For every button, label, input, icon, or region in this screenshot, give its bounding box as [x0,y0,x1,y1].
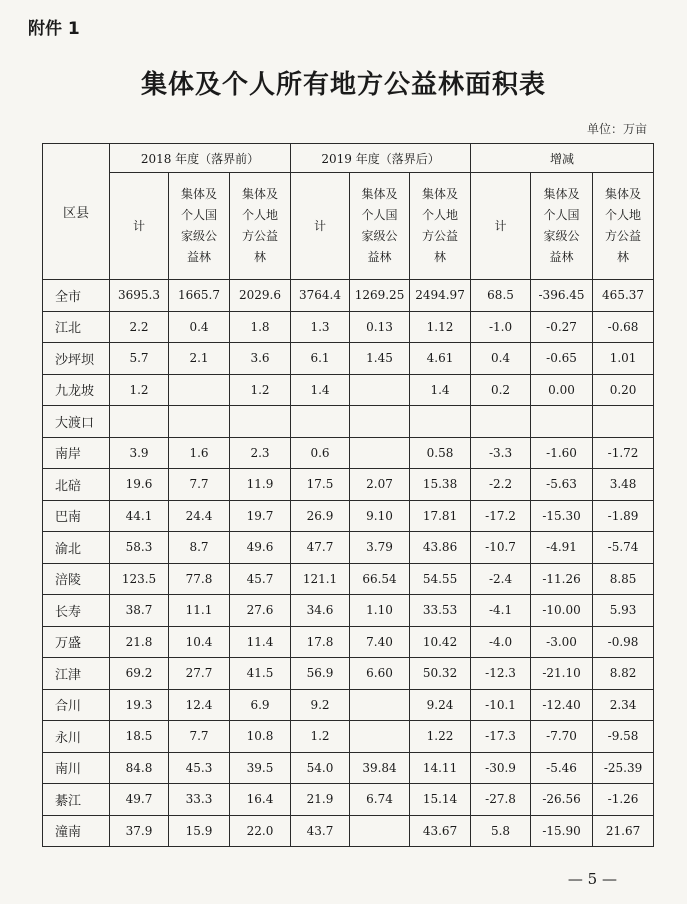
group-header-2018: 2018 年度（落界前） [110,144,291,173]
value-cell: -5.74 [593,532,654,564]
value-cell: 54.0 [291,752,350,784]
county-name-cell: 潼南 [43,815,110,847]
value-cell: 5.7 [110,343,169,375]
sub-header-cell [593,173,654,280]
sub-header-line: 个人国 [361,208,398,222]
value-cell [230,406,291,438]
value-cell: 8.85 [593,563,654,595]
value-cell: 6.60 [350,658,410,690]
sub-header-line: 益林 [367,250,392,264]
value-cell [169,374,230,406]
value-cell: 1269.25 [350,280,410,312]
sub-header-line: 林 [434,250,447,264]
value-cell [350,721,410,753]
value-cell: 1.2 [291,721,350,753]
value-cell: -21.10 [531,658,593,690]
sub-header-cell [410,173,471,280]
attachment-label: 附件 1 [28,19,80,39]
sub-header-cell [350,173,410,280]
value-cell: 3.9 [110,437,169,469]
table-row [43,752,654,784]
value-cell: -4.91 [531,532,593,564]
county-name-cell: 大渡口 [43,406,110,438]
value-cell: 5.93 [593,595,654,627]
county-name-cell: 合川 [43,689,110,721]
group-header-change: 增减 [471,144,654,173]
value-cell: 84.8 [110,752,169,784]
county-name-cell: 巴南 [43,500,110,532]
table-row [43,500,654,532]
value-cell: 39.84 [350,752,410,784]
value-cell: 0.58 [410,437,471,469]
value-cell: 15.38 [410,469,471,501]
table-row [43,311,654,343]
value-cell: 17.5 [291,469,350,501]
value-cell: 58.3 [110,532,169,564]
table-row [43,469,654,501]
sub-header-line: 集体及 [361,187,398,201]
value-cell: 19.7 [230,500,291,532]
value-cell: 6.74 [350,784,410,816]
value-cell: 44.1 [110,500,169,532]
value-cell: -1.89 [593,500,654,532]
county-name-cell: 南川 [43,752,110,784]
sub-header-line: 家级公 [543,229,580,243]
value-cell: 6.1 [291,343,350,375]
value-cell: 5.8 [471,815,531,847]
value-cell [471,406,531,438]
value-cell: 10.42 [410,626,471,658]
value-cell: 22.0 [230,815,291,847]
value-cell: 121.1 [291,563,350,595]
value-cell: -15.30 [531,500,593,532]
sub-header-line: 益林 [549,250,574,264]
value-cell: 2029.6 [230,280,291,312]
value-cell: 21.8 [110,626,169,658]
county-name-cell: 沙坪坝 [43,343,110,375]
table-row [43,406,654,438]
value-cell: 9.2 [291,689,350,721]
sub-header-line: 方公益 [422,229,459,243]
value-cell: -7.70 [531,721,593,753]
value-cell: 2.34 [593,689,654,721]
value-cell: -9.58 [593,721,654,753]
value-cell: 21.9 [291,784,350,816]
value-cell: 19.6 [110,469,169,501]
value-cell [350,437,410,469]
value-cell: 18.5 [110,721,169,753]
value-cell: 50.32 [410,658,471,690]
value-cell: 6.9 [230,689,291,721]
value-cell: 123.5 [110,563,169,595]
value-cell: 38.7 [110,595,169,627]
value-cell: 7.7 [169,721,230,753]
group-header-2019: 2019 年度（落界后） [291,144,471,173]
value-cell: 12.4 [169,689,230,721]
sub-header-line: 方公益 [605,229,642,243]
value-cell [350,406,410,438]
value-cell [350,374,410,406]
table-row [43,721,654,753]
table-row [43,343,654,375]
value-cell: 17.8 [291,626,350,658]
value-cell: 34.6 [291,595,350,627]
value-cell: 1.4 [410,374,471,406]
sub-header-line: 林 [617,250,630,264]
value-cell: -2.4 [471,563,531,595]
county-name-cell: 九龙坡 [43,374,110,406]
table-row [43,437,654,469]
forest-area-table [42,143,654,847]
county-header: 区县 [43,144,110,280]
value-cell: -0.27 [531,311,593,343]
value-cell: -25.39 [593,752,654,784]
value-cell: 17.81 [410,500,471,532]
value-cell [531,406,593,438]
value-cell: 11.9 [230,469,291,501]
value-cell: 2.3 [230,437,291,469]
value-cell: -0.65 [531,343,593,375]
value-cell: -4.0 [471,626,531,658]
value-cell: 1.8 [230,311,291,343]
sub-header-line: 集体及 [543,187,580,201]
sub-header-line: 益林 [186,250,211,264]
sub-header-line: 计 [132,218,145,233]
value-cell [350,689,410,721]
value-cell: 56.9 [291,658,350,690]
value-cell: 2.1 [169,343,230,375]
value-cell [593,406,654,438]
value-cell: 1.2 [110,374,169,406]
value-cell: 1.45 [350,343,410,375]
sub-header-line: 集体及 [180,187,217,201]
value-cell: 7.40 [350,626,410,658]
table-row [43,689,654,721]
value-cell: 1.4 [291,374,350,406]
value-cell: 2.2 [110,311,169,343]
value-cell: 26.9 [291,500,350,532]
value-cell: 43.7 [291,815,350,847]
sub-header-line: 集体及 [605,187,642,201]
value-cell: -1.26 [593,784,654,816]
value-cell: -5.46 [531,752,593,784]
value-cell: -15.90 [531,815,593,847]
value-cell [110,406,169,438]
county-name-cell: 永川 [43,721,110,753]
sub-header-line: 林 [254,250,267,264]
value-cell: 19.3 [110,689,169,721]
county-name-cell: 江津 [43,658,110,690]
value-cell: 0.4 [169,311,230,343]
table-row [43,563,654,595]
sub-header-cell [230,173,291,280]
county-name-cell: 长寿 [43,595,110,627]
page-title: 集体及个人所有地方公益林面积表 [140,70,546,100]
value-cell: 7.7 [169,469,230,501]
value-cell: 39.5 [230,752,291,784]
table-row [43,784,654,816]
sub-header-line: 计 [494,218,507,233]
value-cell: -396.45 [531,280,593,312]
value-cell: -3.3 [471,437,531,469]
table-row [43,280,654,312]
value-cell [410,406,471,438]
value-cell: 24.4 [169,500,230,532]
sub-header-line: 家级公 [361,229,398,243]
value-cell: 15.9 [169,815,230,847]
table-body [43,280,654,847]
county-name-cell: 北碚 [43,469,110,501]
value-cell: 0.13 [350,311,410,343]
value-cell: 8.7 [169,532,230,564]
value-cell: 465.37 [593,280,654,312]
county-name-cell: 江北 [43,311,110,343]
value-cell: 11.4 [230,626,291,658]
value-cell: 8.82 [593,658,654,690]
value-cell: -11.26 [531,563,593,595]
value-cell: 49.7 [110,784,169,816]
table-row [43,374,654,406]
value-cell: 1.2 [230,374,291,406]
value-cell: 4.61 [410,343,471,375]
value-cell: 66.54 [350,563,410,595]
table-row [43,815,654,847]
value-cell: 1.6 [169,437,230,469]
value-cell: -0.68 [593,311,654,343]
value-cell: 33.3 [169,784,230,816]
value-cell: 33.53 [410,595,471,627]
value-cell: 45.7 [230,563,291,595]
value-cell: 1.12 [410,311,471,343]
table-row [43,626,654,658]
value-cell: 1665.7 [169,280,230,312]
value-cell: 3695.3 [110,280,169,312]
value-cell: -12.40 [531,689,593,721]
value-cell: -17.2 [471,500,531,532]
value-cell: 0.20 [593,374,654,406]
value-cell: 54.55 [410,563,471,595]
sub-header-line: 个人地 [605,208,642,222]
value-cell: 27.6 [230,595,291,627]
value-cell: -5.63 [531,469,593,501]
value-cell: 69.2 [110,658,169,690]
value-cell: 15.14 [410,784,471,816]
sub-header-line: 个人国 [180,208,217,222]
value-cell: 2494.97 [410,280,471,312]
value-cell: 37.9 [110,815,169,847]
county-name-cell: 綦江 [43,784,110,816]
value-cell: 1.3 [291,311,350,343]
value-cell: 1.01 [593,343,654,375]
value-cell: -12.3 [471,658,531,690]
value-cell: -1.0 [471,311,531,343]
value-cell: 3.6 [230,343,291,375]
sub-header-line: 个人地 [422,208,459,222]
sub-header-cell [291,173,350,280]
value-cell: 11.1 [169,595,230,627]
value-cell [350,815,410,847]
value-cell: 9.10 [350,500,410,532]
county-name-cell: 全市 [43,280,110,312]
value-cell: 1.22 [410,721,471,753]
table-row [43,532,654,564]
value-cell: 0.2 [471,374,531,406]
value-cell: 47.7 [291,532,350,564]
page-number: — 5 — [567,870,617,888]
value-cell: 0.00 [531,374,593,406]
sub-header-line: 计 [314,218,327,233]
value-cell: 2.07 [350,469,410,501]
value-cell: 43.86 [410,532,471,564]
value-cell: -0.98 [593,626,654,658]
value-cell: -10.00 [531,595,593,627]
table-row [43,658,654,690]
value-cell [291,406,350,438]
value-cell: 21.67 [593,815,654,847]
sub-header-cell [531,173,593,280]
value-cell: 14.11 [410,752,471,784]
value-cell: -1.60 [531,437,593,469]
county-name-cell: 南岸 [43,437,110,469]
value-cell: 3.48 [593,469,654,501]
sub-header-cell [110,173,169,280]
sub-header-line: 集体及 [242,187,279,201]
value-cell: -10.1 [471,689,531,721]
value-cell: 10.4 [169,626,230,658]
value-cell: 41.5 [230,658,291,690]
county-name-cell: 万盛 [43,626,110,658]
sub-header-line: 个人国 [543,208,580,222]
sub-header-line: 个人地 [242,208,279,222]
value-cell: 3764.4 [291,280,350,312]
unit-label: 单位：万亩 [586,122,647,136]
value-cell: -4.1 [471,595,531,627]
value-cell: -3.00 [531,626,593,658]
value-cell: 9.24 [410,689,471,721]
value-cell [169,406,230,438]
value-cell: 0.4 [471,343,531,375]
value-cell: 43.67 [410,815,471,847]
value-cell: -10.7 [471,532,531,564]
value-cell: 16.4 [230,784,291,816]
county-name-cell: 涪陵 [43,563,110,595]
value-cell: 45.3 [169,752,230,784]
value-cell: 68.5 [471,280,531,312]
value-cell: 49.6 [230,532,291,564]
value-cell: 77.8 [169,563,230,595]
value-cell: 27.7 [169,658,230,690]
sub-header-line: 集体及 [422,187,459,201]
value-cell: -17.3 [471,721,531,753]
sub-header-line: 方公益 [242,229,279,243]
sub-header-line: 家级公 [180,229,217,243]
value-cell: 3.79 [350,532,410,564]
value-cell: -30.9 [471,752,531,784]
sub-header-cell [169,173,230,280]
sub-header-cell [471,173,531,280]
value-cell: 10.8 [230,721,291,753]
value-cell: 0.6 [291,437,350,469]
value-cell: 1.10 [350,595,410,627]
sub-header-row [43,173,654,280]
value-cell: -1.72 [593,437,654,469]
value-cell: -2.2 [471,469,531,501]
value-cell: -27.8 [471,784,531,816]
table-row [43,595,654,627]
value-cell: -26.56 [531,784,593,816]
county-name-cell: 渝北 [43,532,110,564]
